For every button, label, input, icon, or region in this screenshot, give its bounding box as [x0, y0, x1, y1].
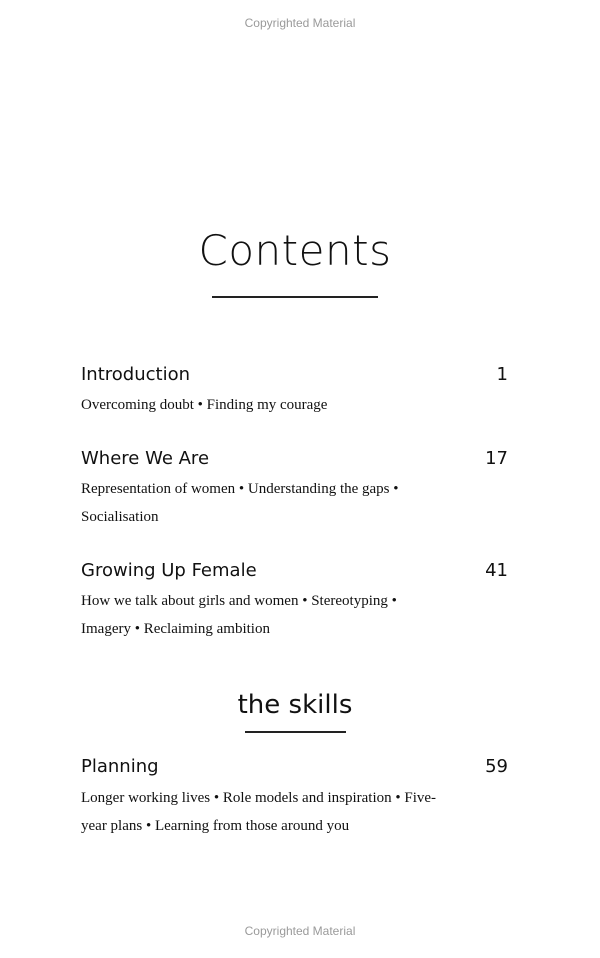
- entry-page: 17: [485, 448, 508, 469]
- entry-page: 1: [496, 364, 508, 385]
- entry-title: Where We Are: [81, 448, 210, 469]
- entry-title: Growing Up Female: [81, 560, 257, 581]
- title-underline: [212, 296, 378, 298]
- section-heading: the skills: [237, 690, 353, 720]
- watermark-top: Copyrighted Material: [244, 16, 356, 30]
- entry-topics: year plans • Learning from those around you: [81, 818, 350, 834]
- entry-page: 41: [485, 560, 508, 581]
- entry-topics: Imagery • Reclaiming ambition: [81, 621, 270, 637]
- page-title: Contents: [198, 226, 392, 275]
- entry-title: Introduction: [81, 364, 191, 385]
- section-underline: [245, 731, 346, 733]
- entry-topics: How we talk about girls and women • Stereotyping •: [81, 593, 397, 609]
- entry-topics: Overcoming doubt • Finding my courage: [81, 397, 328, 413]
- entry-topics: Longer working lives • Role models and inspiration • Five-: [81, 790, 437, 806]
- watermark-bottom: Copyrighted Material: [244, 924, 356, 938]
- entry-page: 59: [485, 756, 508, 777]
- entry-topics: Representation of women • Understanding the gaps •: [81, 481, 399, 497]
- entry-title: Planning: [81, 756, 159, 777]
- entry-topics: Socialisation: [81, 509, 159, 525]
